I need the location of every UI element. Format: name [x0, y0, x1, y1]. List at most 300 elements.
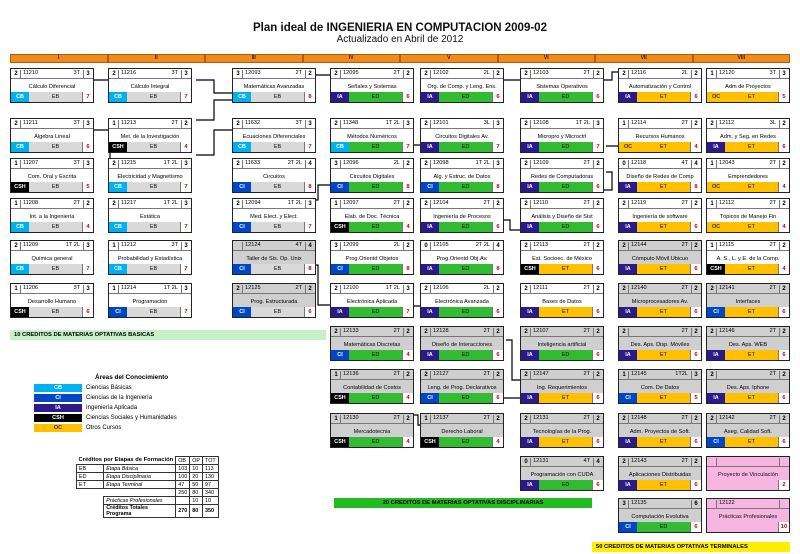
- knowledge-area-badge: CB: [11, 264, 29, 274]
- total-credits-box: 6: [82, 142, 93, 152]
- total-credits-box: 5: [82, 182, 93, 192]
- course-name: Matemáticas Avanzadas: [243, 84, 305, 90]
- legend-swatch: CI: [34, 394, 82, 402]
- course-card[interactable]: [108, 283, 192, 318]
- course-footer-row: [109, 182, 191, 192]
- course-code: 12119: [631, 200, 647, 206]
- stage-badge: EB: [251, 182, 304, 192]
- course-code: 12128: [433, 328, 449, 334]
- knowledge-area-badge: CB: [109, 264, 127, 274]
- course-footer-row: [521, 307, 603, 317]
- course-card[interactable]: [706, 326, 790, 361]
- stage-badge: ET: [725, 92, 778, 102]
- total-credits-box: 6: [592, 480, 603, 490]
- course-footer-row: [109, 92, 191, 102]
- course-name: Circuitos: [263, 174, 285, 180]
- stage-badge: ED: [439, 264, 492, 274]
- course-card[interactable]: [232, 283, 316, 318]
- course-card[interactable]: [618, 158, 702, 193]
- stage-badge: ED: [349, 350, 402, 360]
- course-card[interactable]: [232, 68, 316, 103]
- course-card[interactable]: [420, 283, 504, 318]
- course-footer-row: [11, 307, 93, 317]
- legend-row: [34, 404, 204, 412]
- course-header-row: [521, 119, 603, 129]
- course-card[interactable]: [330, 240, 414, 275]
- course-footer-row: [421, 350, 503, 360]
- course-code: 12130: [343, 415, 359, 421]
- course-card[interactable]: [232, 198, 316, 233]
- course-card[interactable]: [520, 68, 604, 103]
- knowledge-area-badge: CI: [331, 182, 349, 192]
- stage-badge: ED: [439, 222, 492, 232]
- course-hours: 2: [779, 415, 788, 423]
- course-card[interactable]: [520, 413, 604, 448]
- course-name: Cálculo Integral: [130, 84, 170, 90]
- knowledge-area-badge: OC: [619, 142, 637, 152]
- course-type: 2T: [583, 242, 590, 248]
- page-subtitle: Actualizado en Abril de 2012: [336, 34, 464, 45]
- course-header-row: [619, 284, 701, 294]
- credits-cell: Etapa Básica: [104, 465, 176, 473]
- knowledge-area-badge: OC: [707, 222, 725, 232]
- course-header-row: [521, 241, 603, 251]
- course-hours: 2: [691, 242, 700, 250]
- total-credits-box: 4: [180, 142, 191, 152]
- course-footer-row: [233, 92, 315, 102]
- total-credits-box: 8: [304, 92, 315, 102]
- stage-badge: ET: [725, 437, 778, 447]
- course-credits: 2: [234, 160, 243, 168]
- course-header-row: [521, 199, 603, 209]
- course-card[interactable]: [420, 158, 504, 193]
- course-footer-row: [619, 182, 701, 192]
- course-card[interactable]: [10, 240, 94, 275]
- course-code: 12144: [631, 242, 647, 248]
- course-card[interactable]: [706, 369, 790, 404]
- stage-badge: ET: [637, 307, 690, 317]
- course-header-row: [707, 241, 789, 251]
- stage-badge: ED: [439, 92, 492, 102]
- course-card[interactable]: [618, 456, 702, 491]
- course-type: 1T 2L: [385, 285, 400, 291]
- knowledge-area-badge: IA: [521, 222, 539, 232]
- stage-badge: ET: [637, 264, 690, 274]
- course-card[interactable]: [330, 198, 414, 233]
- course-header-row: [421, 159, 503, 169]
- stage-badge: ED: [439, 142, 492, 152]
- course-credits: 0: [422, 242, 431, 250]
- course-credits: 2: [110, 70, 119, 78]
- course-code: 12093: [245, 70, 261, 76]
- course-card[interactable]: [706, 456, 790, 491]
- stage-badge: ET: [637, 350, 690, 360]
- course-card[interactable]: [420, 68, 504, 103]
- course-credits: 2: [422, 371, 431, 379]
- course-card[interactable]: [520, 118, 604, 153]
- course-card[interactable]: [520, 240, 604, 275]
- course-header-row: [331, 159, 413, 169]
- total-credits-box: 4: [402, 222, 413, 232]
- stage-badge: ED: [539, 92, 592, 102]
- course-footer-row: [521, 92, 603, 102]
- total-credits-box: 8: [492, 182, 503, 192]
- course-credits: 1: [708, 160, 717, 168]
- course-code: 12111: [533, 285, 548, 291]
- course-type: 2T: [483, 328, 490, 334]
- course-code: 12142: [719, 415, 735, 421]
- course-name: Int. a la Ingeniería: [29, 214, 75, 220]
- course-footer-row: [421, 264, 503, 274]
- course-hours: 3: [181, 70, 190, 78]
- page-title: Plan ideal de INGENIERIA EN COMPUTACION 2009-02: [253, 22, 547, 34]
- course-card[interactable]: [618, 68, 702, 103]
- course-type: 2T: [769, 415, 776, 421]
- course-name: Com. Oral y Escrita: [27, 174, 77, 180]
- semester-header: VIII: [693, 54, 791, 63]
- course-hours: 2: [493, 371, 502, 379]
- stage-badge: ED: [349, 92, 402, 102]
- course-card[interactable]: [706, 118, 790, 153]
- total-credits-box: 6: [592, 182, 603, 192]
- course-credits: 2: [620, 458, 629, 466]
- course-card[interactable]: [706, 198, 790, 233]
- course-code: 12107: [533, 328, 549, 334]
- legend-row: [34, 384, 204, 392]
- course-card[interactable]: [232, 118, 316, 153]
- course-card[interactable]: [618, 198, 702, 233]
- course-hours: 2: [493, 200, 502, 208]
- stage-badge: EB: [29, 307, 82, 317]
- total-credits-box: 4: [402, 437, 413, 447]
- course-card[interactable]: [330, 283, 414, 318]
- total-credits-box: 8: [304, 264, 315, 274]
- course-footer-row: [331, 307, 413, 317]
- course-name: Micropro y Microctrl: [537, 134, 587, 140]
- course-type: 2T: [769, 328, 776, 334]
- course-credits: 2: [12, 70, 21, 78]
- course-card[interactable]: [108, 68, 192, 103]
- course-name: Adm. Proyectos de Soft.: [629, 429, 691, 435]
- knowledge-area-badge: CB: [11, 222, 29, 232]
- course-hours: 2: [403, 242, 412, 250]
- course-footer-row: [619, 222, 701, 232]
- course-card[interactable]: [330, 118, 414, 153]
- course-credits: 2: [422, 200, 431, 208]
- course-hours: 2: [691, 70, 700, 78]
- course-card[interactable]: [232, 240, 316, 275]
- stage-badge: ET: [725, 264, 778, 274]
- course-credits: 2: [522, 242, 531, 250]
- course-card[interactable]: [420, 198, 504, 233]
- stage-badge: ET: [539, 393, 592, 403]
- course-type: 1T 2L: [385, 120, 400, 126]
- course-header-row: [109, 69, 191, 79]
- course-header-row: [331, 241, 413, 251]
- course-hours: 2: [493, 415, 502, 423]
- course-hours: 3: [83, 285, 92, 293]
- course-name: Leng. de Prog. Declarativos: [427, 385, 497, 391]
- stage-badge: ET: [637, 182, 690, 192]
- course-card[interactable]: [10, 118, 94, 153]
- course-code: 12131: [533, 415, 549, 421]
- course-name: Ingeniería de Procesos: [433, 214, 491, 220]
- course-card[interactable]: [520, 198, 604, 233]
- course-type: 2T: [769, 200, 776, 206]
- total-credits-box: 6: [492, 92, 503, 102]
- course-credits: 2: [332, 285, 341, 293]
- stage-badge: ET: [539, 264, 592, 274]
- course-type: 2T: [583, 70, 590, 76]
- knowledge-area-badge: CI: [109, 307, 127, 317]
- course-header-row: [619, 69, 701, 79]
- course-card[interactable]: [108, 118, 192, 153]
- knowledge-area-badge: IA: [421, 142, 439, 152]
- course-header-row: [233, 284, 315, 294]
- legend-row: [34, 414, 204, 422]
- course-card[interactable]: [10, 283, 94, 318]
- course-code: 12133: [343, 328, 359, 334]
- course-card[interactable]: [108, 158, 192, 193]
- credits-cell: 250: [176, 489, 190, 497]
- credits-cell: 47: [176, 481, 190, 489]
- course-type: 2T: [483, 200, 490, 206]
- course-type: 2T 2L: [287, 160, 302, 166]
- course-card[interactable]: [706, 240, 790, 275]
- course-card[interactable]: [618, 240, 702, 275]
- course-card[interactable]: [330, 68, 414, 103]
- course-card[interactable]: [520, 326, 604, 361]
- total-credits-box: 6: [778, 437, 789, 447]
- course-card[interactable]: [420, 118, 504, 153]
- course-type: 1T 2L: [65, 242, 80, 248]
- course-credits: 2: [422, 120, 431, 128]
- legend-label: Otros Cursos: [86, 425, 122, 431]
- knowledge-area-badge: CB: [11, 92, 29, 102]
- stage-badge: EB: [29, 222, 82, 232]
- course-name: Inteligencia artificial: [537, 342, 587, 348]
- course-card[interactable]: [618, 413, 702, 448]
- stage-badge: EB: [127, 182, 180, 192]
- course-card[interactable]: [330, 413, 414, 448]
- course-card[interactable]: [330, 158, 414, 193]
- course-card[interactable]: [10, 198, 94, 233]
- course-card[interactable]: [108, 240, 192, 275]
- course-name: Estática: [140, 214, 160, 220]
- knowledge-area-badge: CB: [331, 142, 349, 152]
- course-card[interactable]: [520, 283, 604, 318]
- course-card[interactable]: [520, 456, 604, 491]
- course-hours: 2: [779, 371, 788, 379]
- course-code: 11208: [23, 200, 39, 206]
- course-hours: 2: [593, 70, 602, 78]
- course-footer-row: [521, 222, 603, 232]
- course-name: Química general: [31, 256, 73, 262]
- course-header-row: [109, 241, 191, 251]
- knowledge-area-badge: OC: [707, 182, 725, 192]
- course-hours: 3: [181, 242, 190, 250]
- course-header-row: [109, 284, 191, 294]
- knowledge-area-badge: IA: [521, 92, 539, 102]
- course-card[interactable]: [10, 158, 94, 193]
- course-header-row: [619, 159, 701, 169]
- stage-badge: ED: [439, 307, 492, 317]
- course-credits: 2: [620, 70, 629, 78]
- knowledge-area-badge: CI: [707, 437, 725, 447]
- course-card[interactable]: [330, 369, 414, 404]
- knowledge-area-badge: IA: [521, 182, 539, 192]
- course-footer-row: [109, 222, 191, 232]
- stage-badge: EB: [127, 92, 180, 102]
- course-code: 12136: [343, 371, 359, 377]
- course-card[interactable]: [706, 283, 790, 318]
- course-code: 11213: [121, 120, 137, 126]
- course-card[interactable]: [618, 498, 702, 533]
- total-credits-box: 7: [304, 142, 315, 152]
- course-footer-row: [331, 92, 413, 102]
- course-credits: 2: [708, 371, 717, 379]
- course-card[interactable]: [232, 158, 316, 193]
- course-code: 11216: [121, 70, 137, 76]
- course-credits: 1: [332, 415, 341, 423]
- stage-badge: ET: [725, 182, 778, 192]
- total-credits-box: 2: [778, 480, 789, 490]
- total-credits-box: 10: [778, 522, 789, 532]
- course-hours: 2: [83, 200, 92, 208]
- course-type: 3T: [73, 120, 80, 126]
- course-card[interactable]: [618, 326, 702, 361]
- course-code: 11217: [121, 200, 137, 206]
- course-credits: 2: [708, 415, 717, 423]
- course-card[interactable]: [10, 68, 94, 103]
- course-type: 3T: [73, 70, 80, 76]
- course-card[interactable]: [330, 326, 414, 361]
- course-hours: 3: [181, 285, 190, 293]
- course-card[interactable]: [618, 369, 702, 404]
- course-type: 2L: [483, 70, 490, 76]
- course-code: 12106: [433, 285, 449, 291]
- course-code: 12114: [631, 120, 647, 126]
- course-credits: 1: [110, 285, 119, 293]
- stage-badge: EB: [127, 142, 180, 152]
- course-credits: 1: [620, 371, 629, 379]
- course-type: 3L: [483, 120, 490, 126]
- stage-badge: ED: [349, 222, 402, 232]
- course-name: Emprendedores: [728, 174, 768, 180]
- course-code: 12105: [433, 242, 449, 248]
- course-type: 2T: [681, 242, 688, 248]
- semester-header: IV: [303, 54, 401, 63]
- course-footer-row: [521, 264, 603, 274]
- course-hours: 2: [593, 200, 602, 208]
- course-header-row: [619, 241, 701, 251]
- knowledge-area-badge: CSH: [331, 437, 349, 447]
- course-name: Adm. y Seg. en Redes: [720, 134, 776, 140]
- course-hours: 2: [779, 200, 788, 208]
- course-name: Med. Elect. y Elect.: [250, 214, 298, 220]
- course-code: 11210: [23, 70, 39, 76]
- course-code: 12127: [433, 371, 449, 377]
- course-credits: 2: [332, 328, 341, 336]
- course-card[interactable]: [706, 413, 790, 448]
- course-credits: 2: [522, 200, 531, 208]
- total-credits-box: 7: [180, 264, 191, 274]
- legend-label: Ciencias Básicas: [86, 385, 132, 391]
- course-name: Circuitos Digitales Av.: [435, 134, 489, 140]
- legend-label: Ciencias Sociales y Humanidades: [86, 415, 177, 421]
- course-header-row: [331, 284, 413, 294]
- course-type: 2T: [681, 328, 688, 334]
- course-credits: 2: [522, 328, 531, 336]
- course-header-row: [421, 370, 503, 380]
- course-hours: 3: [83, 120, 92, 128]
- knowledge-area-badge: CI: [331, 350, 349, 360]
- course-credits: 2: [522, 160, 531, 168]
- course-hours: 2: [593, 371, 602, 379]
- credits-row: [77, 481, 219, 489]
- course-name: Programación con CUDA: [530, 472, 594, 478]
- course-card[interactable]: [420, 326, 504, 361]
- course-card[interactable]: [706, 498, 790, 533]
- course-card[interactable]: [420, 369, 504, 404]
- course-name: Diseño de Interacciones: [431, 342, 492, 348]
- knowledge-area-badge: CB: [233, 142, 251, 152]
- course-name: Ing. Requerimientos: [536, 385, 588, 391]
- course-footer-row: [707, 350, 789, 360]
- course-credits: [708, 500, 717, 508]
- course-code: 11214: [121, 285, 137, 291]
- course-type: 2T: [681, 415, 688, 421]
- course-hours: 3: [493, 120, 502, 128]
- course-name: Bases de Datos: [542, 299, 582, 305]
- course-code: 12101: [433, 120, 449, 126]
- course-credits: 2: [234, 200, 243, 208]
- course-hours: 2: [691, 415, 700, 423]
- course-header-row: [109, 159, 191, 169]
- course-card[interactable]: [420, 413, 504, 448]
- stage-badge: [725, 522, 778, 532]
- course-footer-row: [521, 437, 603, 447]
- course-card[interactable]: [108, 198, 192, 233]
- course-card[interactable]: [618, 118, 702, 153]
- course-hours: 4: [305, 160, 314, 168]
- course-card[interactable]: [520, 158, 604, 193]
- course-name: Aplicaciones Distribuidas: [628, 472, 692, 478]
- knowledge-area-badge: CB: [233, 92, 251, 102]
- course-header-row: [707, 159, 789, 169]
- course-header-row: [619, 499, 701, 509]
- course-credits: 2: [110, 200, 119, 208]
- course-hours: 2: [181, 120, 190, 128]
- course-type: 1T 2L: [163, 285, 178, 291]
- course-card[interactable]: [618, 283, 702, 318]
- credits-header: OB: [176, 457, 190, 465]
- course-name: Recursos Humanos: [635, 134, 685, 140]
- course-footer-row: [707, 522, 789, 532]
- course-code: 12112: [719, 120, 735, 126]
- course-card[interactable]: [706, 68, 790, 103]
- course-card[interactable]: [520, 369, 604, 404]
- total-credits-box: 6: [592, 437, 603, 447]
- course-credits: 1: [110, 120, 119, 128]
- course-code: 12103: [533, 70, 549, 76]
- credits-cell: 20: [190, 473, 203, 481]
- stage-badge: ET: [637, 92, 690, 102]
- course-hours: 2: [403, 70, 412, 78]
- knowledge-area-badge: CI: [421, 393, 439, 403]
- course-card[interactable]: [420, 240, 504, 275]
- course-card[interactable]: [706, 158, 790, 193]
